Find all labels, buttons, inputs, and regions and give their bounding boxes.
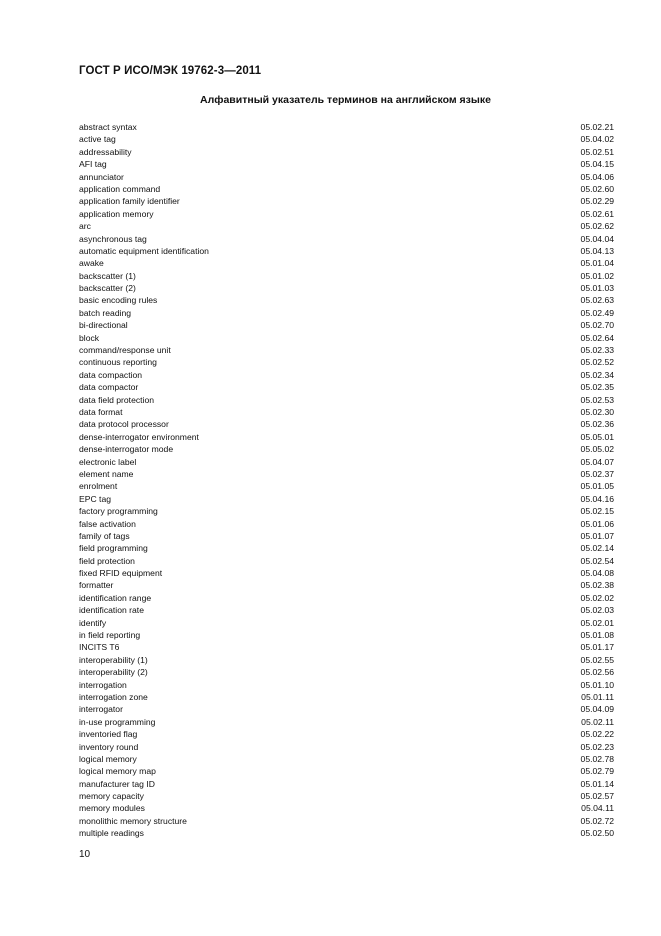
index-entry — [79, 641, 614, 653]
index-term: command/response unit — [79, 345, 171, 356]
index-reference-number: 05.02.53 — [580, 394, 614, 405]
index-reference-number: 05.01.08 — [580, 630, 614, 641]
index-term: addressability — [79, 146, 132, 157]
index-reference-number: 05.04.06 — [580, 171, 614, 182]
index-entry — [79, 802, 614, 814]
index-reference-number: 05.01.06 — [580, 518, 614, 529]
index-entry — [79, 418, 614, 430]
index-term: AFI tag — [79, 159, 107, 170]
index-entry — [79, 827, 614, 839]
index-term: backscatter (2) — [79, 283, 136, 294]
index-reference-number: 05.04.09 — [580, 704, 614, 715]
index-entry — [79, 790, 614, 802]
index-reference-number: 05.02.79 — [580, 766, 614, 777]
index-reference-number: 05.04.15 — [580, 159, 614, 170]
index-reference-number: 05.01.10 — [580, 679, 614, 690]
index-entry — [79, 579, 614, 591]
index-entry — [79, 431, 614, 443]
index-term: field programming — [79, 543, 148, 554]
index-term: data compaction — [79, 369, 143, 380]
index-entry — [79, 443, 614, 455]
index-term: field protection — [79, 555, 135, 566]
index-entry — [79, 815, 614, 827]
index-term: dense-interrogator environment — [79, 431, 199, 442]
index-reference-number: 05.02.63 — [580, 295, 614, 306]
index-reference-number: 05.05.01 — [580, 431, 614, 442]
index-term: dense-interrogator mode — [79, 444, 174, 455]
index-term: data field protection — [79, 394, 155, 405]
index-term: in-use programming — [79, 716, 156, 727]
index-term: abstract syntax — [79, 122, 137, 132]
index-entry — [79, 691, 614, 703]
index-reference-number: 05.02.49 — [580, 307, 614, 318]
index-entry — [79, 542, 614, 554]
index-reference-number: 05.02.29 — [580, 196, 614, 207]
index-entry — [79, 666, 614, 678]
index-entry — [79, 530, 614, 542]
index-reference-number: 05.04.02 — [580, 134, 614, 145]
index-term: EPC tag — [79, 493, 112, 504]
index-entry — [79, 332, 614, 344]
index-entry — [79, 257, 614, 269]
index-term: application memory — [79, 208, 154, 219]
index-reference-number: 05.02.54 — [580, 555, 614, 566]
index-entry — [79, 344, 614, 356]
index-term: inventory round — [79, 741, 139, 752]
index-term: annunciator — [79, 171, 124, 182]
index-term: formatter — [79, 580, 114, 591]
index-reference-number: 05.01.03 — [580, 283, 614, 294]
index-term: data format — [79, 406, 123, 417]
index-term: basic encoding rules — [79, 295, 158, 306]
index-term: data compactor — [79, 382, 139, 393]
index-entry — [79, 617, 614, 629]
index-reference-number: 05.02.56 — [580, 667, 614, 678]
index-entry — [79, 233, 614, 245]
index-reference-number: 05.02.33 — [580, 345, 614, 356]
index-entry — [79, 319, 614, 331]
index-title: Алфавитный указатель терминов на английском языке — [200, 94, 491, 106]
index-entry — [79, 604, 614, 616]
index-term: interoperability (2) — [79, 667, 148, 678]
index-term: identification rate — [79, 605, 144, 616]
index-term: identification range — [79, 592, 152, 603]
index-reference-number: 05.01.04 — [580, 258, 614, 269]
index-reference-number: 05.02.72 — [580, 815, 614, 826]
index-term: application command — [79, 183, 161, 194]
index-reference-number: 05.04.11 — [581, 803, 614, 814]
index-entry — [79, 778, 614, 790]
index-entry — [79, 468, 614, 480]
index-entry — [79, 183, 614, 195]
index-reference-number: 05.05.02 — [580, 444, 614, 455]
index-entry — [79, 171, 614, 183]
index-term: data protocol processor — [79, 419, 169, 430]
index-term: asynchronous tag — [79, 233, 147, 244]
index-term: interrogator — [79, 704, 123, 715]
index-reference-number: 05.02.34 — [580, 369, 614, 380]
index-reference-number: 05.02.15 — [580, 506, 614, 517]
index-reference-number: 05.02.64 — [580, 332, 614, 343]
index-term: INCITS T6 — [79, 642, 120, 653]
index-entry — [79, 195, 614, 207]
index-reference-number: 05.02.60 — [580, 183, 614, 194]
index-entry — [79, 394, 614, 406]
page-number: 10 — [79, 849, 91, 860]
index-reference-number: 05.02.50 — [580, 828, 614, 839]
index-reference-number: 05.04.04 — [580, 233, 614, 244]
index-term: continuous reporting — [79, 357, 157, 368]
index-term: false activation — [79, 518, 136, 529]
index-term: logical memory map — [79, 766, 156, 777]
index-term: identify — [79, 617, 107, 628]
index-entry — [79, 294, 614, 306]
index-reference-number: 05.02.30 — [580, 406, 614, 417]
index-entry — [79, 208, 614, 220]
index-term: monolithic memory structure — [79, 815, 187, 826]
index-entry — [79, 245, 614, 257]
index-entry — [79, 518, 614, 530]
index-reference-number: 05.01.02 — [580, 270, 614, 281]
index-reference-number: 05.02.78 — [580, 753, 614, 764]
index-term: manufacturer tag ID — [79, 778, 155, 789]
index-entry — [79, 369, 614, 381]
index-term: memory capacity — [79, 791, 144, 802]
index-entry — [79, 728, 614, 740]
index-reference-number: 05.02.22 — [580, 729, 614, 740]
index-reference-number: 05.02.36 — [580, 419, 614, 430]
index-entry — [79, 654, 614, 666]
index-term: block — [79, 332, 100, 343]
index-entry — [79, 567, 614, 579]
index-term: bi-directional — [79, 320, 128, 331]
index-term: element name — [79, 468, 134, 479]
index-term: factory programming — [79, 506, 158, 517]
index-term: automatic equipment identification — [79, 245, 209, 256]
index-entry — [79, 456, 614, 468]
index-term: active tag — [79, 134, 116, 145]
index-term: memory modules — [79, 803, 145, 814]
index-reference-number: 05.02.62 — [580, 221, 614, 232]
index-term: in field reporting — [79, 630, 141, 641]
index-term: awake — [79, 258, 104, 269]
index-reference-number: 05.04.13 — [580, 245, 614, 256]
index-term: backscatter (1) — [79, 270, 136, 281]
index-entry — [79, 505, 614, 517]
index-term: enrolment — [79, 481, 118, 492]
index-entry — [79, 765, 614, 777]
index-reference-number: 05.01.11 — [581, 691, 614, 702]
index-entry — [79, 133, 614, 145]
index-term: electronic label — [79, 456, 137, 467]
index-term: batch reading — [79, 307, 132, 318]
index-reference-number: 05.04.16 — [580, 493, 614, 504]
index-entry — [79, 629, 614, 641]
index-entry — [79, 753, 614, 765]
index-term: application family identifier — [79, 196, 180, 207]
index-reference-number: 05.04.07 — [580, 456, 614, 467]
index-entry — [79, 307, 614, 319]
index-term: fixed RFID equipment — [79, 568, 163, 579]
index-term: inventoried flag — [79, 729, 138, 740]
index-reference-number: 05.02.03 — [580, 605, 614, 616]
index-entry — [79, 741, 614, 753]
index-reference-number: 05.01.17 — [580, 642, 614, 653]
index-entry — [79, 679, 614, 691]
index-entry — [79, 493, 614, 505]
index-entry — [79, 146, 614, 158]
index-entry — [79, 555, 614, 567]
index-entry — [79, 121, 614, 133]
index-reference-number: 05.02.11 — [581, 716, 614, 727]
index-reference-number: 05.02.23 — [580, 741, 614, 752]
index-reference-number: 05.02.55 — [580, 654, 614, 665]
index-entry — [79, 158, 614, 170]
index-reference-number: 05.02.35 — [580, 382, 614, 393]
document-header: ГОСТ Р ИСО/МЭК 19762-3—2011 — [79, 65, 262, 77]
index-entry — [79, 381, 614, 393]
index-reference-number: 05.02.52 — [580, 357, 614, 368]
index-reference-number: 05.02.37 — [580, 468, 614, 479]
index-reference-number: 05.02.02 — [580, 592, 614, 603]
index-reference-number: 05.02.14 — [580, 543, 614, 554]
index-reference-number: 05.02.21 — [580, 122, 614, 132]
index-reference-number: 05.02.57 — [580, 791, 614, 802]
index-reference-number: 05.01.05 — [580, 481, 614, 492]
index-entry — [79, 592, 614, 604]
index-entry — [79, 480, 614, 492]
index-reference-number: 05.02.51 — [580, 146, 614, 157]
index-term: interrogation — [79, 679, 127, 690]
index-term: family of tags — [79, 530, 130, 541]
index-reference-number: 05.01.14 — [580, 778, 614, 789]
index-entry — [79, 406, 614, 418]
index-entry — [79, 356, 614, 368]
index-term: multiple readings — [79, 828, 144, 839]
index-entry — [79, 716, 614, 728]
index-reference-number: 05.04.08 — [580, 568, 614, 579]
index-entry — [79, 703, 614, 715]
index-reference-number: 05.02.01 — [580, 617, 614, 628]
index-term: logical memory — [79, 753, 137, 764]
index-reference-number: 05.02.38 — [580, 580, 614, 591]
index-term: arc — [79, 221, 91, 232]
index-term: interoperability (1) — [79, 654, 148, 665]
index-reference-number: 05.02.61 — [580, 208, 614, 219]
index-entry — [79, 220, 614, 232]
index-reference-number: 05.02.70 — [580, 320, 614, 331]
index-entry — [79, 282, 614, 294]
index-entry — [79, 270, 614, 282]
index-reference-number: 05.01.07 — [580, 530, 614, 541]
index-term: interrogation zone — [79, 691, 148, 702]
term-index-list — [79, 121, 614, 840]
